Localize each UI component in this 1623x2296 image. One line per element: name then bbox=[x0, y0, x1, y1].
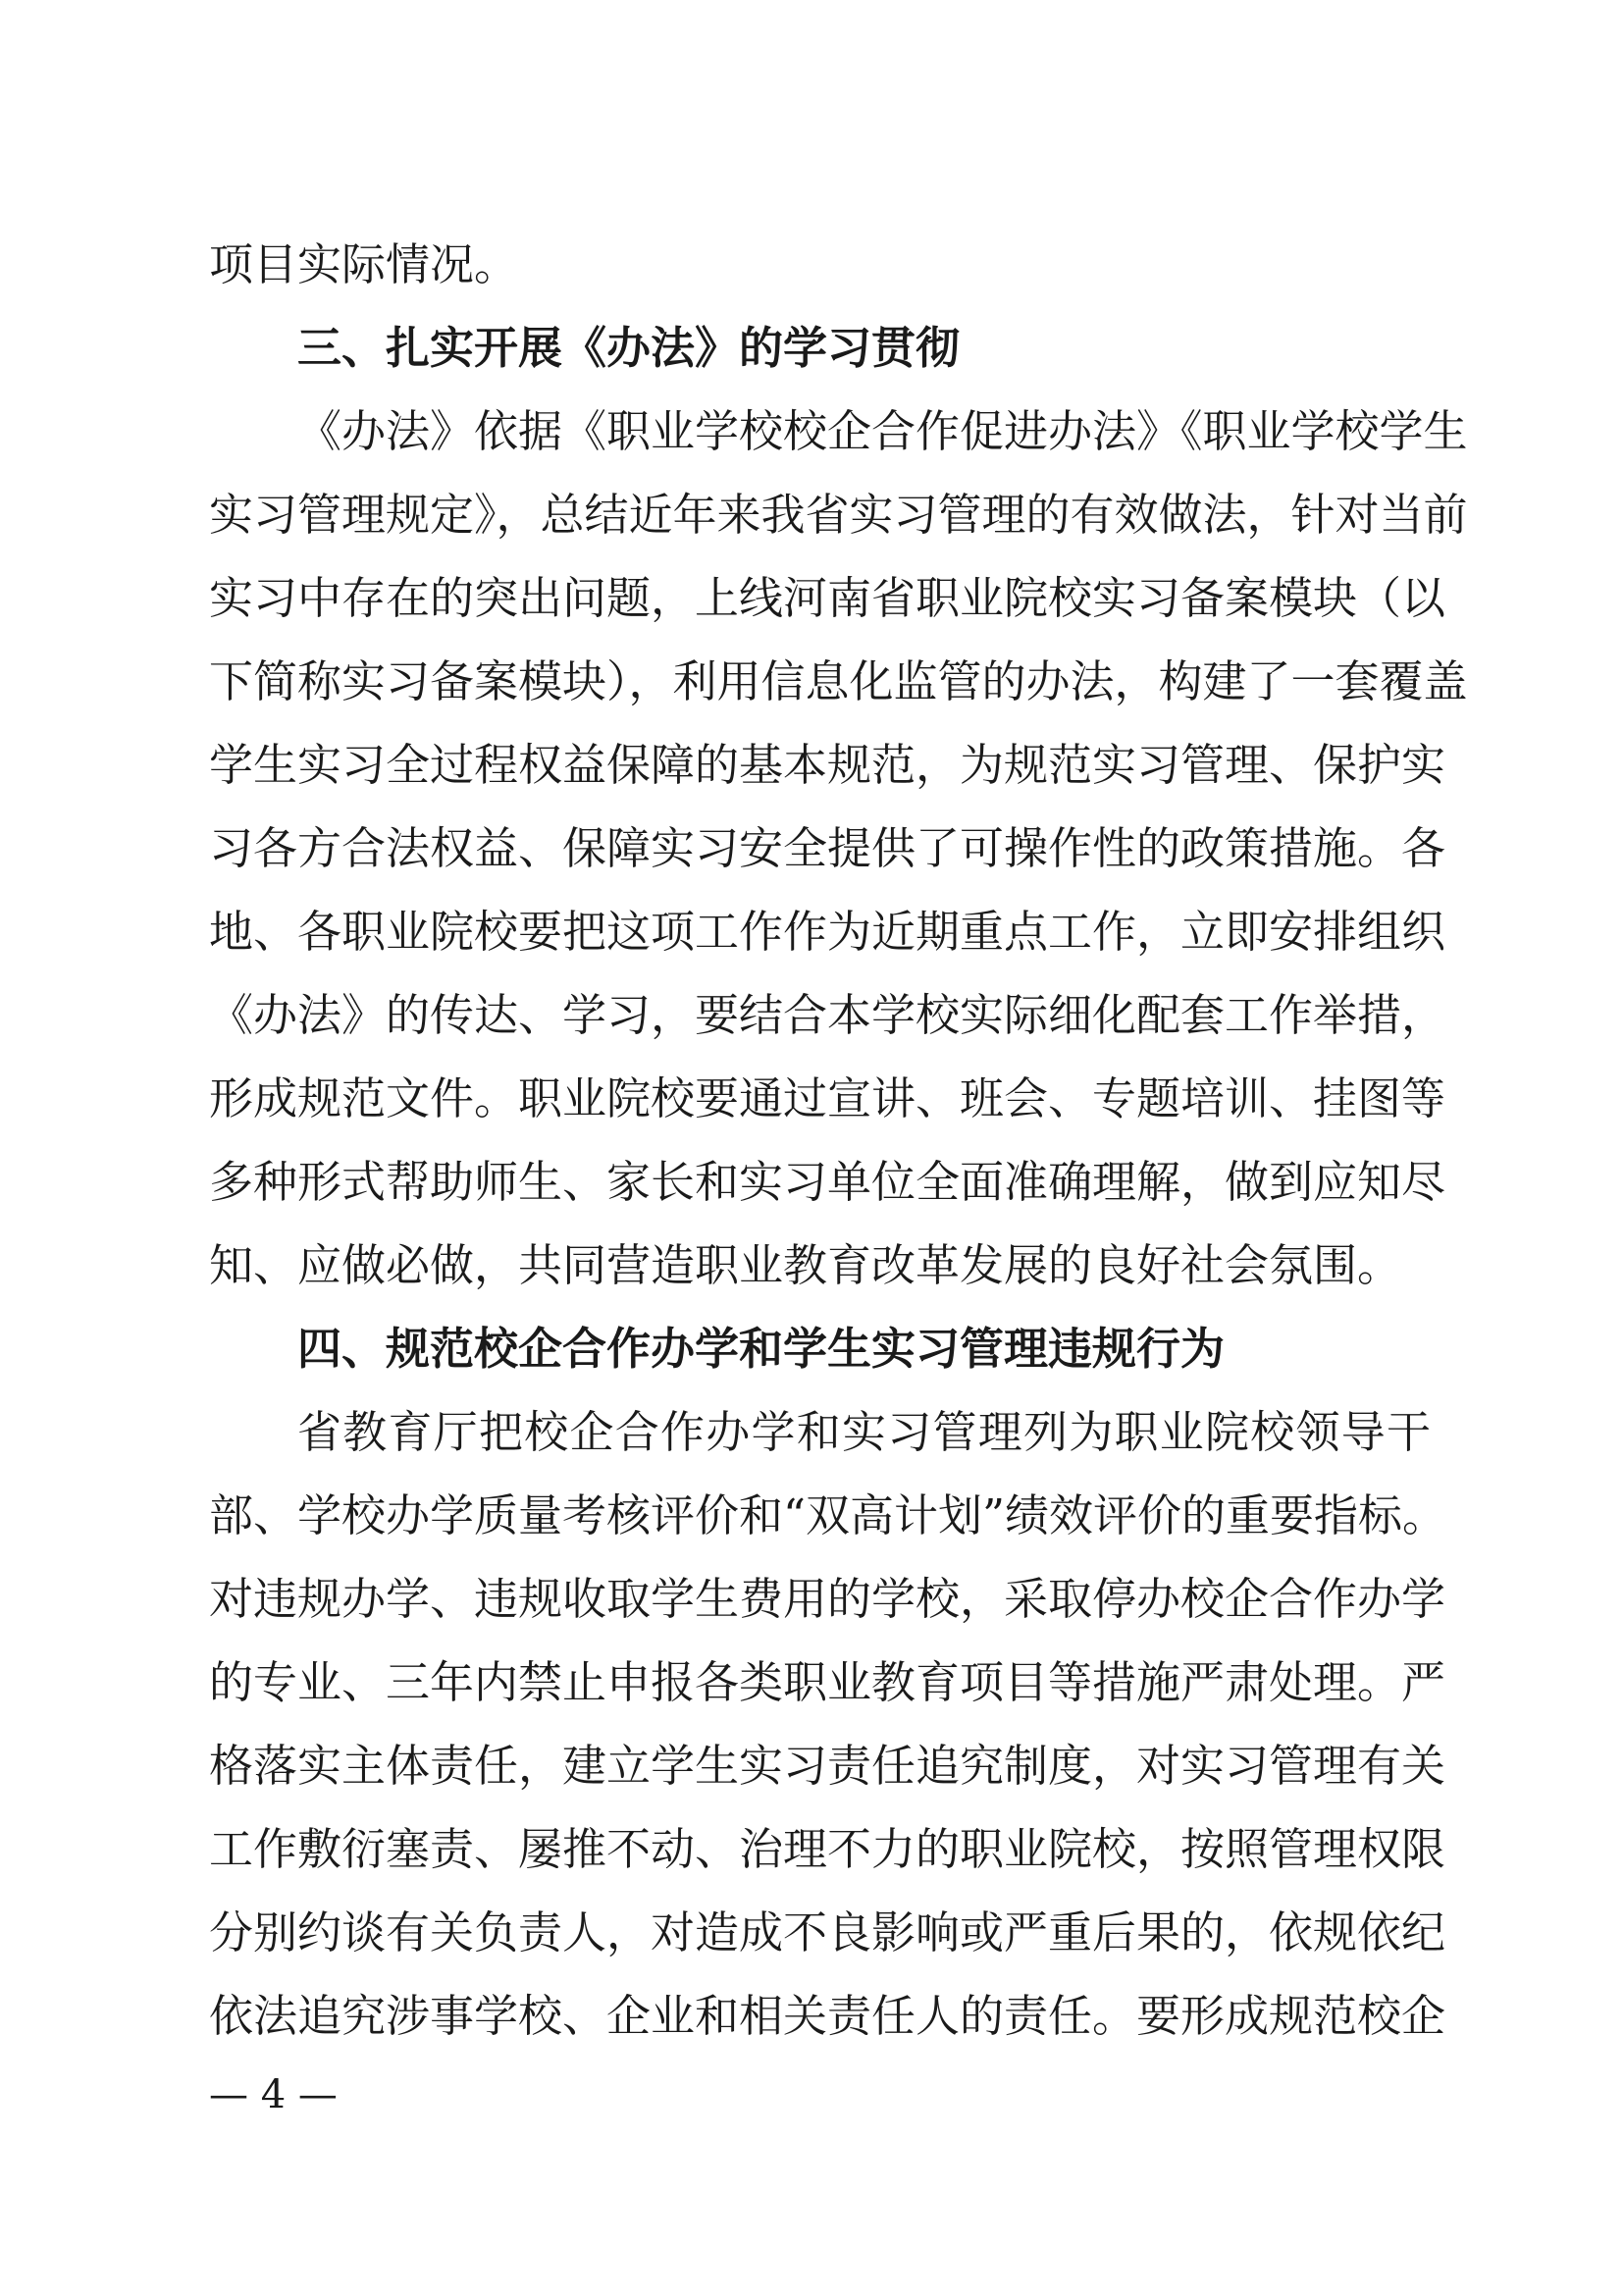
paragraph-line: 依法追究涉事学校、企业和相关责任人的责任。要形成规范校企 bbox=[209, 1990, 1446, 2042]
page-number: — 4 — bbox=[209, 2072, 338, 2117]
paragraph-line: 《办法》的传达、学习，要结合本学校实际细化配套工作举措， bbox=[209, 989, 1446, 1041]
paragraph-line: 格落实主体责任，建立学生实习责任追究制度，对实习管理有关 bbox=[209, 1740, 1446, 1792]
paragraph-line: 工作敷衍塞责、屡推不动、治理不力的职业院校，按照管理权限 bbox=[209, 1823, 1446, 1875]
paragraph-line: 省教育厅把校企合作办学和实习管理列为职业院校领导干 bbox=[297, 1406, 1431, 1458]
paragraph-line: 《办法》依据《职业学校校企合作促进办法》《职业学校学生 bbox=[297, 405, 1468, 457]
paragraph-line: 知、应做必做，共同营造职业教育改革发展的良好社会氛围。 bbox=[209, 1239, 1402, 1291]
paragraph-line: 实习管理规定》，总结近年来我省实习管理的有效做法，针对当前 bbox=[209, 489, 1468, 541]
paragraph-line: 对违规办学、违规收取学生费用的学校，采取停办校企合作办学 bbox=[209, 1573, 1446, 1625]
paragraph-line: 部、学校办学质量考核评价和“双高计划”绩效评价的重要指标。 bbox=[209, 1489, 1447, 1541]
paragraph-line: 项目实际情况。 bbox=[209, 238, 519, 290]
paragraph-line: 形成规范文件。职业院校要通过宣讲、班会、专题培训、挂图等 bbox=[209, 1072, 1446, 1124]
section-heading-3: 三、扎实开展《办法》的学习贯彻 bbox=[297, 322, 961, 374]
paragraph-line: 学生实习全过程权益保障的基本规范，为规范实习管理、保护实 bbox=[209, 739, 1446, 791]
paragraph-line: 分别约谈有关负责人，对造成不良影响或严重后果的，依规依纪 bbox=[209, 1906, 1446, 1958]
paragraph-line: 实习中存在的突出问题，上线河南省职业院校实习备案模块（以 bbox=[209, 572, 1446, 624]
paragraph-line: 多种形式帮助师生、家长和实习单位全面准确理解，做到应知尽 bbox=[209, 1156, 1446, 1208]
paragraph-line: 习各方合法权益、保障实习安全提供了可操作性的政策措施。各 bbox=[209, 822, 1446, 874]
section-heading-4: 四、规范校企合作办学和学生实习管理违规行为 bbox=[297, 1323, 1226, 1375]
paragraph-line: 的专业、三年内禁止申报各类职业教育项目等措施严肃处理。严 bbox=[209, 1656, 1446, 1708]
paragraph-line: 地、各职业院校要把这项工作作为近期重点工作，立即安排组织 bbox=[209, 906, 1446, 958]
paragraph-line: 下简称实习备案模块），利用信息化监管的办法，构建了一套覆盖 bbox=[209, 655, 1468, 707]
